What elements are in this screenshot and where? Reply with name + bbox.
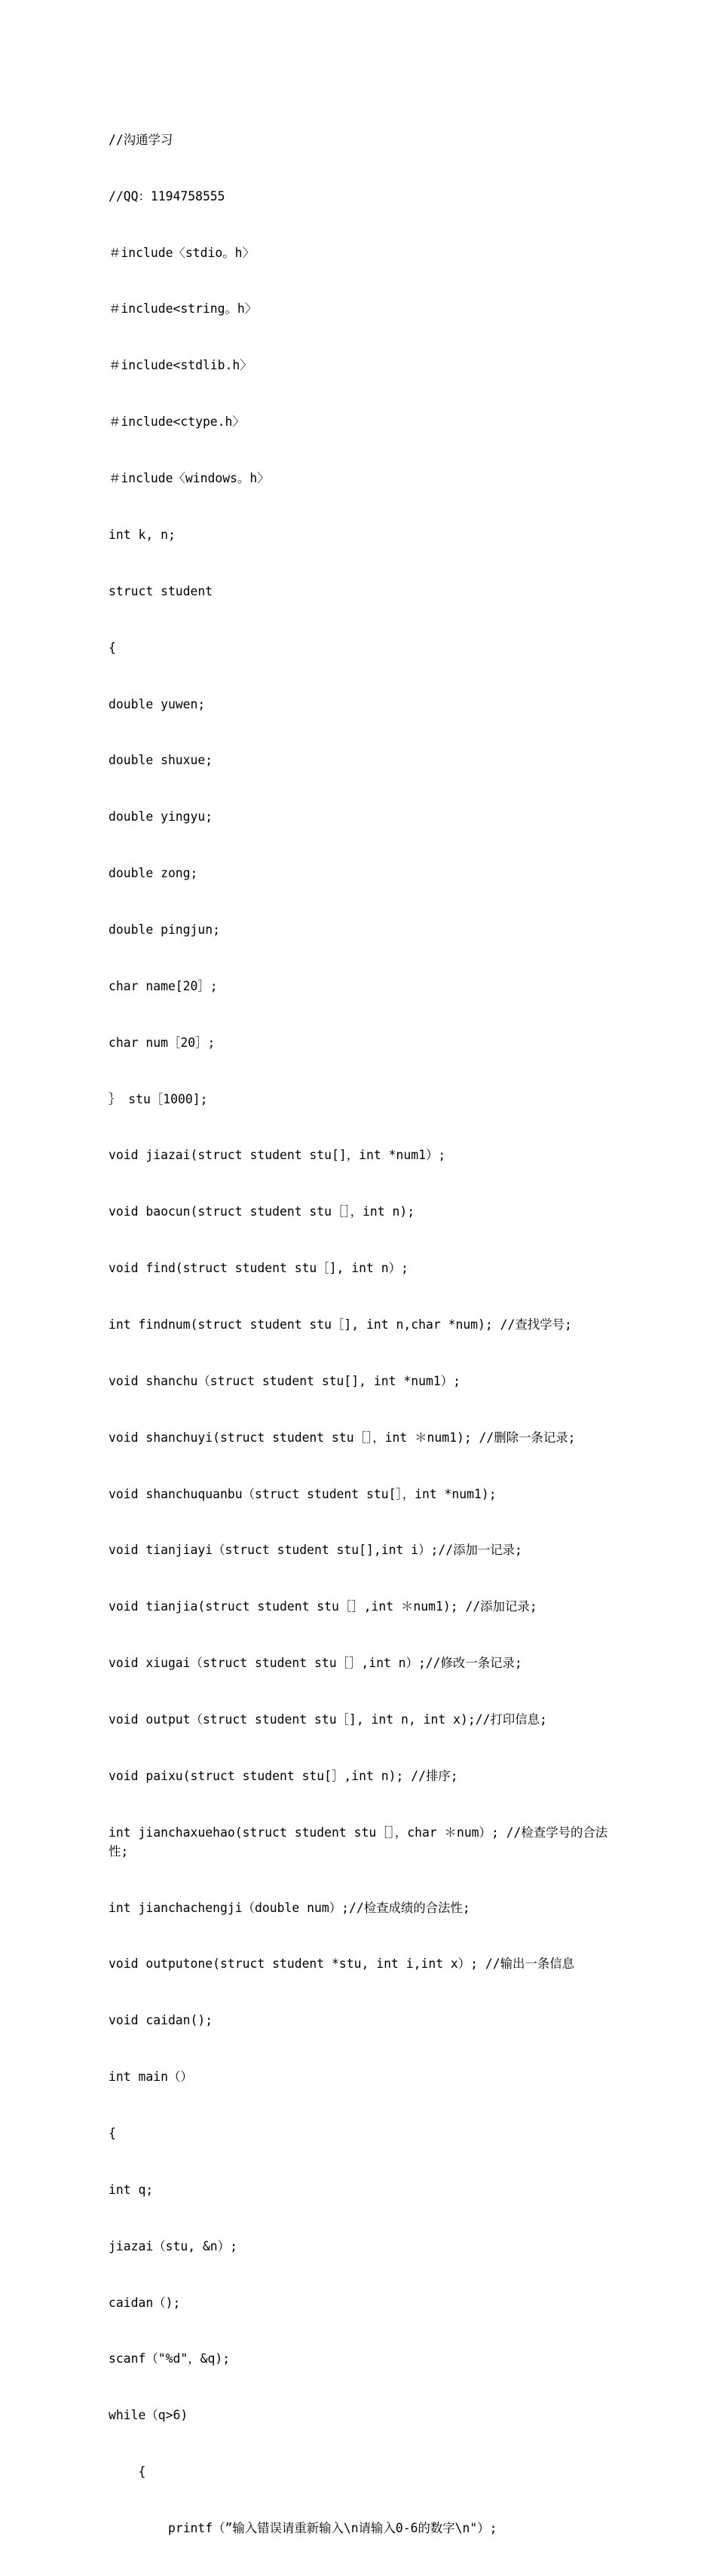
- code-line: double pingjun;: [109, 922, 221, 937]
- code-line: //QQ：1194758555: [109, 188, 225, 203]
- code-line: int findnum(struct student stu［], int n,char *num); //查找学号;: [109, 1317, 572, 1332]
- code-listing: [109, 93, 621, 2576]
- code-line: void shanchu（struct student stu[], int *num1）;: [109, 1373, 461, 1388]
- code-line: {: [109, 2464, 146, 2480]
- code-line: char name[20］;: [109, 978, 218, 993]
- code-line: void xiugai（struct student stu［］,int n）;//修改一条记录;: [109, 1656, 522, 1671]
- code-line: void outputone(struct student *stu, int i,int x）; //输出一条信息: [109, 1956, 575, 1972]
- code-line: void find(struct student stu［], int n）;: [109, 1261, 408, 1276]
- code-line: double shuxue;: [109, 753, 213, 768]
- code-line: struct student: [109, 583, 213, 598]
- code-line: int jianchachengji（double num）;//检查成绩的合法性;: [109, 1900, 470, 1915]
- code-line: scanf（"%d"，&q);: [109, 2351, 231, 2366]
- code-line: int jianchaxuehao(struct student stu［］，char ＊num）; //检查学号的合法性;: [109, 1825, 608, 1859]
- code-line: void shanchuquanbu（struct student stu[］，int *num1);: [109, 1486, 497, 1501]
- code-line: //沟通学习: [109, 132, 173, 147]
- code-line: char num［20］;: [109, 1035, 216, 1050]
- code-line: ＃include〈windows。h〉: [109, 471, 270, 486]
- code-line: int q;: [109, 2182, 154, 2197]
- code-line: ｝ stu［1000];: [109, 1091, 208, 1106]
- code-line: ＃include<string。h〉: [109, 301, 258, 317]
- code-line: caidan（);: [109, 2295, 181, 2310]
- code-line: void baocun(struct student stu［］，int n);: [109, 1204, 415, 1219]
- code-line: void tianjiayi（struct student stu[],int i）;//添加一记录;: [109, 1543, 522, 1558]
- code-line: void output（struct student stu［], int n, int x);//打印信息;: [109, 1712, 547, 1727]
- code-line: ＃include〈stdio。h〉: [109, 245, 255, 260]
- code-line: void shanchuyi(struct student stu［］，int ＊num1); //删除一条记录;: [109, 1430, 576, 1445]
- code-line: jiazai（stu, &n）;: [109, 2238, 237, 2253]
- code-line: void jiazai(struct student stu[]，int *num1）;: [109, 1148, 446, 1163]
- code-line: {: [109, 640, 116, 655]
- code-line: double zong;: [109, 866, 198, 881]
- code-line: int main（）: [109, 2070, 193, 2085]
- code-line: ＃include<ctype.h〉: [109, 415, 245, 430]
- code-line: while（q>6): [109, 2408, 188, 2423]
- code-line: ＃include<stdlib.h〉: [109, 358, 252, 373]
- code-line: void tianjia(struct student stu［］,int ＊num1); //添加记录;: [109, 1599, 537, 1614]
- code-line: {: [109, 2125, 116, 2140]
- code-line: void caidan();: [109, 2013, 213, 2028]
- code-line: void paixu(struct student stu[］,int n); //排序;: [109, 1768, 458, 1783]
- code-line: printf（”输入错误请重新输入\n请输入0-6的数字\n"）;: [109, 2520, 497, 2535]
- code-line: int k, n;: [109, 527, 176, 542]
- code-line: double yingyu;: [109, 809, 213, 825]
- code-line: double yuwen;: [109, 696, 206, 711]
